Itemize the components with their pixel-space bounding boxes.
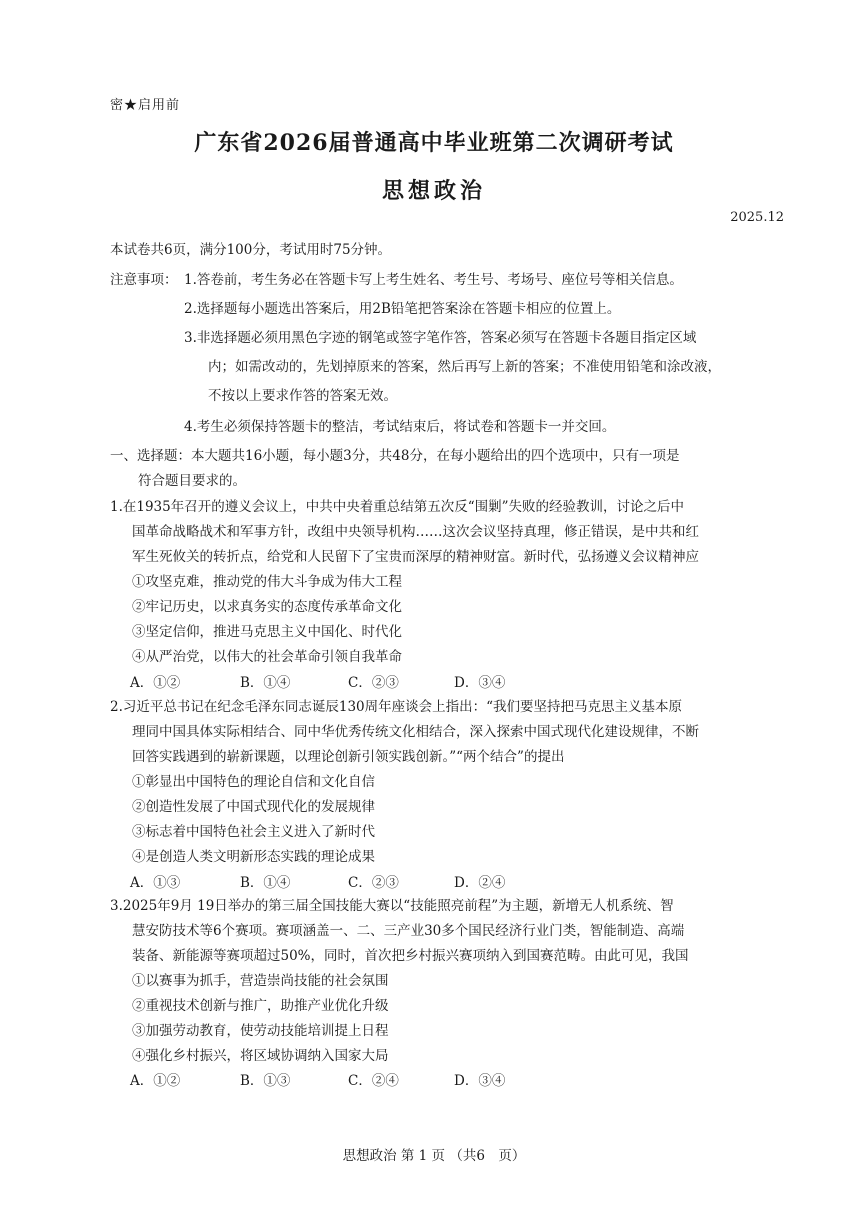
q2-stem-line-3: 回答实践遇到的崭新课题，以理论创新引领实践创新。”“两个结合”的提出 bbox=[132, 749, 565, 765]
section-heading-line-1: 一、选择题：本大题共16小题，每小题3分，共48分，在每小题给出的四个选项中，只有一项是 bbox=[110, 448, 680, 464]
q1-stem-line-1: 1.在1935年召开的遵义会议上，中共中央着重总结第五次反“围剿”失败的经验教训，讨论之后中 bbox=[110, 499, 685, 515]
q2-option-a: A．①③ bbox=[130, 875, 181, 891]
q3-item-3: ③加强劳动教育，使劳动技能培训提上日程 bbox=[132, 1023, 389, 1039]
q2-option-c: C．②③ bbox=[348, 875, 399, 891]
q2-item-1: ①彰显出中国特色的理论自信和文化自信 bbox=[132, 774, 375, 790]
q3-option-a: A．①② bbox=[130, 1073, 181, 1089]
q3-item-2: ②重视技术创新与推广，助推产业优化升级 bbox=[132, 998, 389, 1014]
q2-item-4: ④是创造人类文明新形态实践的理论成果 bbox=[132, 849, 375, 865]
q2-option-b: B．①④ bbox=[240, 875, 291, 891]
note-2: 2.选择题每小题选出答案后，用2B铅笔把答案涂在答题卡相应的位置上。 bbox=[184, 301, 621, 317]
q2-item-3: ③标志着中国特色社会主义进入了新时代 bbox=[132, 824, 375, 840]
note-3-line-1: 3.非选择题必须用黑色字迹的钢笔或签字笔作答，答案必须写在答题卡各题目指定区域 bbox=[184, 330, 697, 346]
q3-stem-line-2: 慧安防技术等6个赛项。赛项涵盖一、二、三产业30多个国民经济行业门类，智能制造、高端 bbox=[132, 923, 685, 939]
q1-option-a: A．①② bbox=[130, 675, 181, 691]
section-heading-line-2: 符合题目要求的。 bbox=[138, 473, 246, 489]
q3-option-b: B．①③ bbox=[240, 1073, 291, 1089]
secret-mark: 密★启用前 bbox=[110, 98, 181, 113]
note-3-line-2: 内；如需改动的，先划掉原来的答案，然后再写上新的答案；不准使用铅笔和涂改液， bbox=[208, 359, 721, 375]
notes-label: 注意事项： bbox=[110, 272, 178, 288]
q3-option-d: D．③④ bbox=[454, 1073, 506, 1089]
q2-stem-line-2: 理同中国具体实际相结合、同中华优秀传统文化相结合，深入探索中国式现代化建设规律，不断 bbox=[132, 724, 699, 740]
q3-stem-line-1: 3.2025年9月 19日举办的第三届全国技能大赛以“技能照亮前程”为主题，新增无人机系统、智 bbox=[110, 898, 674, 914]
page-footer: 思想政治 第 1 页 （共6 页） bbox=[342, 1148, 526, 1164]
q1-item-4: ④从严治党，以伟大的社会革命引领自我革命 bbox=[132, 649, 402, 665]
q1-item-1: ①攻坚克难，推动党的伟大斗争成为伟大工程 bbox=[132, 574, 402, 590]
q3-stem-line-3: 装备、新能源等赛项超过50%，同时，首次把乡村振兴赛项纳入到国赛范畴。由此可见，我国 bbox=[132, 948, 689, 964]
note-4: 4.考生必须保持答题卡的整洁，考试结束后，将试卷和答题卡一并交回。 bbox=[184, 419, 616, 435]
instructions-intro: 本试卷共6页，满分100分，考试用时75分钟。 bbox=[110, 242, 392, 258]
q1-option-d: D．③④ bbox=[454, 675, 506, 691]
q3-item-4: ④强化乡村振兴，将区域协调纳入国家大局 bbox=[132, 1048, 389, 1064]
exam-date: 2025.12 bbox=[730, 210, 784, 225]
q1-option-b: B．①④ bbox=[240, 675, 291, 691]
subject-title: 思想政治 bbox=[381, 178, 486, 204]
q1-item-3: ③坚定信仰，推进马克思主义中国化、时代化 bbox=[132, 624, 402, 640]
q2-option-d: D．②④ bbox=[454, 875, 506, 891]
q2-stem-line-1: 2.习近平总书记在纪念毛泽东同志诞辰130周年座谈会上指出：“我们要坚持把马克思主义基本原 bbox=[110, 699, 683, 715]
q3-item-1: ①以赛事为抓手，营造崇尚技能的社会氛围 bbox=[132, 973, 389, 989]
q1-item-2: ②牢记历史，以求真务实的态度传承革命文化 bbox=[132, 599, 402, 615]
q1-stem-line-2: 国革命战略战术和军事方针，改组中央领导机构……这次会议坚持真理，修正错误，是中共和红 bbox=[132, 524, 699, 540]
q3-option-c: C．②④ bbox=[348, 1073, 399, 1089]
q1-option-c: C．②③ bbox=[348, 675, 399, 691]
q2-item-2: ②创造性发展了中国式现代化的发展规律 bbox=[132, 799, 375, 815]
note-1: 1.答卷前，考生务必在答题卡写上考生姓名、考生号、考场号、座位号等相关信息。 bbox=[184, 272, 683, 288]
note-3-line-3: 不按以上要求作答的答案无效。 bbox=[208, 388, 397, 404]
exam-title: 广东省2026届普通高中毕业班第二次调研考试 bbox=[194, 130, 674, 156]
q1-stem-line-3: 军生死攸关的转折点，给党和人民留下了宝贵而深厚的精神财富。新时代，弘扬遵义会议精神应 bbox=[132, 549, 699, 565]
